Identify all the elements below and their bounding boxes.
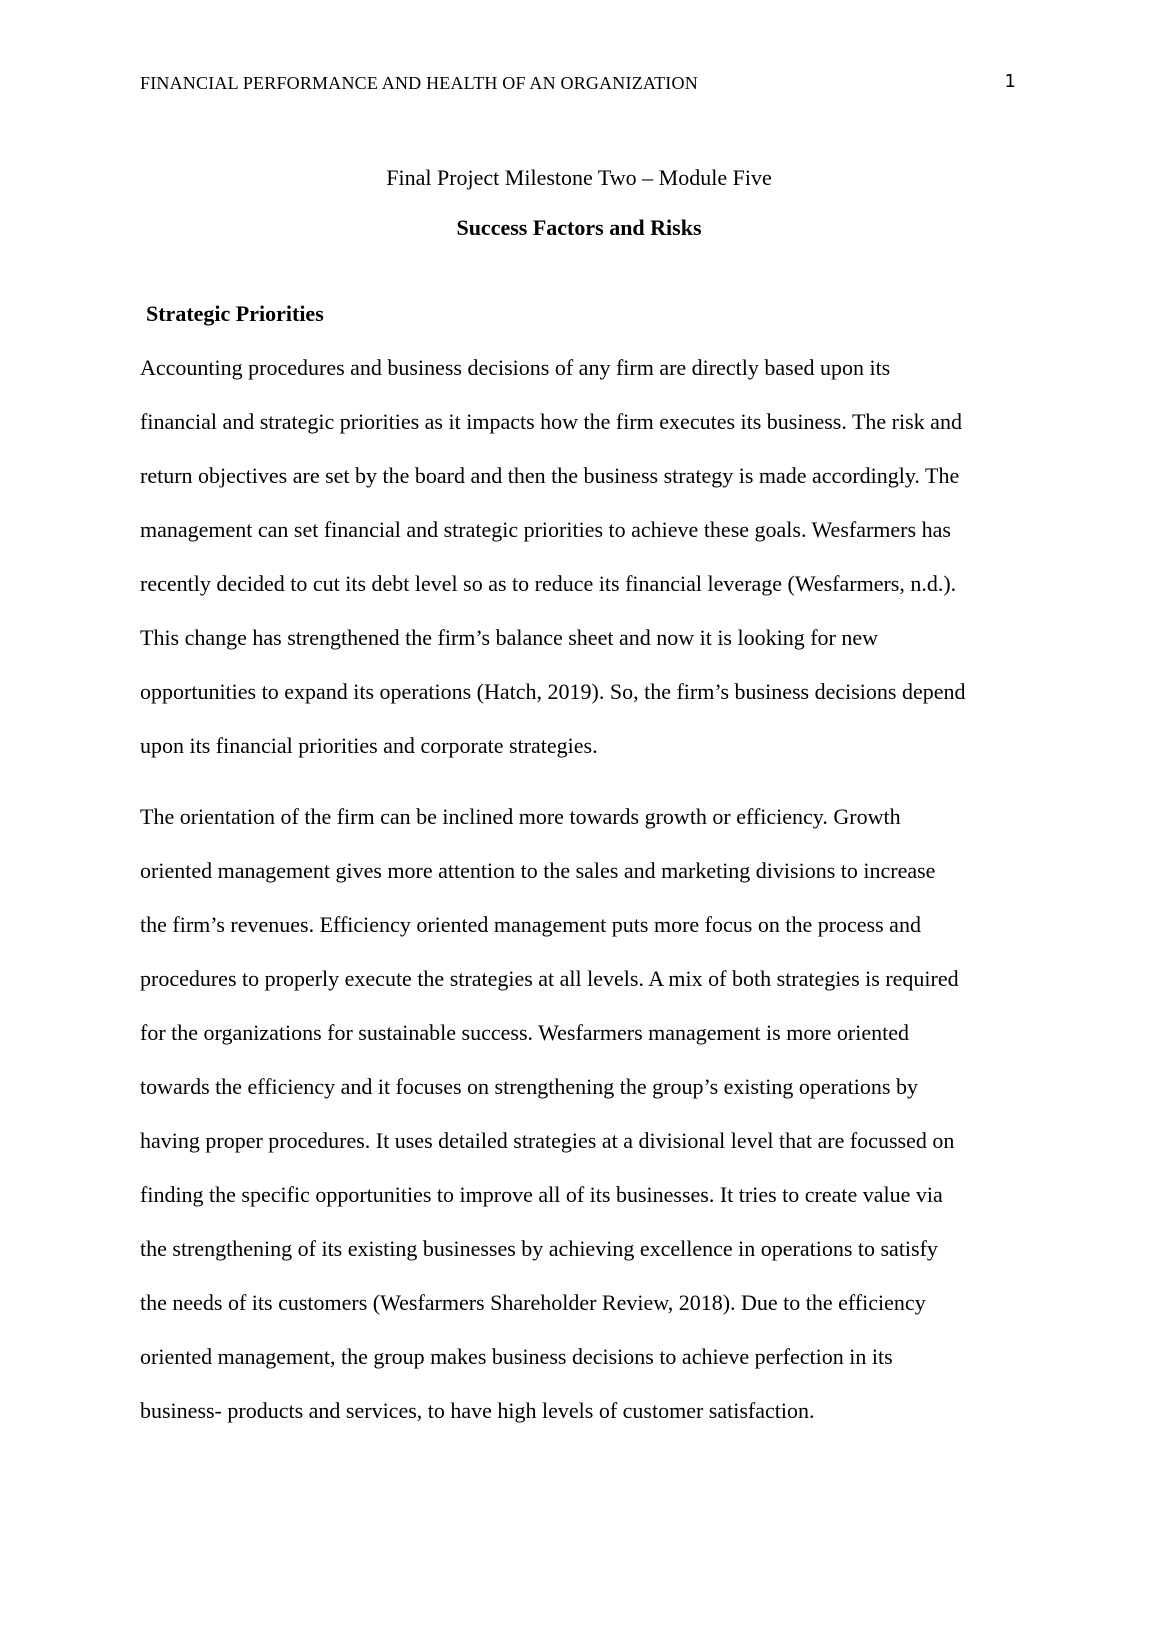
- paragraph-line: upon its financial priorities and corporate strategies.: [140, 733, 598, 758]
- paragraph-line: the needs of its customers (Wesfarmers Shareholder Review, 2018). Due to the efficiency: [140, 1290, 926, 1315]
- paragraph-line: oriented management gives more attention to the sales and marketing divisions to increase: [140, 858, 936, 883]
- paragraph-line: management can set financial and strategic priorities to achieve these goals. Wesfarmers has: [140, 517, 951, 542]
- paragraph-line: oriented management, the group makes business decisions to achieve perfection in its: [140, 1344, 893, 1369]
- section-heading-strategic-priorities: Strategic Priorities: [146, 301, 324, 326]
- paragraph-line: procedures to properly execute the strategies at all levels. A mix of both strategies is required: [140, 966, 959, 991]
- paragraph-line: business- products and services, to have high levels of customer satisfaction.: [140, 1398, 815, 1423]
- paragraph-line: the strengthening of its existing businesses by achieving excellence in operations to satisfy: [140, 1236, 938, 1261]
- paragraph-line: This change has strengthened the firm’s balance sheet and now it is looking for new: [140, 625, 879, 650]
- paragraph-line: for the organizations for sustainable success. Wesfarmers management is more oriented: [140, 1020, 910, 1045]
- paragraph-line: opportunities to expand its operations (Hatch, 2019). So, the firm’s business decisions depend: [140, 679, 966, 704]
- paragraph-line: having proper procedures. It uses detailed strategies at a divisional level that are focussed on: [140, 1128, 955, 1153]
- paragraph-line: towards the efficiency and it focuses on strengthening the group’s existing operations by: [140, 1074, 918, 1099]
- paragraph-line: return objectives are set by the board and then the business strategy is made accordingly. The: [140, 463, 960, 488]
- running-head: FINANCIAL PERFORMANCE AND HEALTH OF AN ORGANIZATION: [140, 73, 698, 93]
- paragraph-line: Accounting procedures and business decisions of any firm are directly based upon its: [140, 355, 891, 380]
- document-title: Final Project Milestone Two – Module Five: [386, 165, 772, 190]
- paragraph-line: financial and strategic priorities as it impacts how the firm executes its business. The risk and: [140, 409, 962, 434]
- body-paragraph-2: [140, 790, 1020, 1438]
- paragraph-line: The orientation of the firm can be inclined more towards growth or efficiency. Growth: [140, 804, 901, 829]
- body-paragraph-1: [140, 341, 1020, 773]
- page-number: 1: [1004, 71, 1016, 92]
- document-subtitle: Success Factors and Risks: [456, 215, 702, 240]
- paragraph-line: the firm’s revenues. Efficiency oriented management puts more focus on the process and: [140, 912, 921, 937]
- paragraph-line: finding the specific opportunities to improve all of its businesses. It tries to create value via: [140, 1182, 943, 1207]
- paragraph-line: recently decided to cut its debt level so as to reduce its financial leverage (Wesfarmers, n.d.).: [140, 571, 957, 596]
